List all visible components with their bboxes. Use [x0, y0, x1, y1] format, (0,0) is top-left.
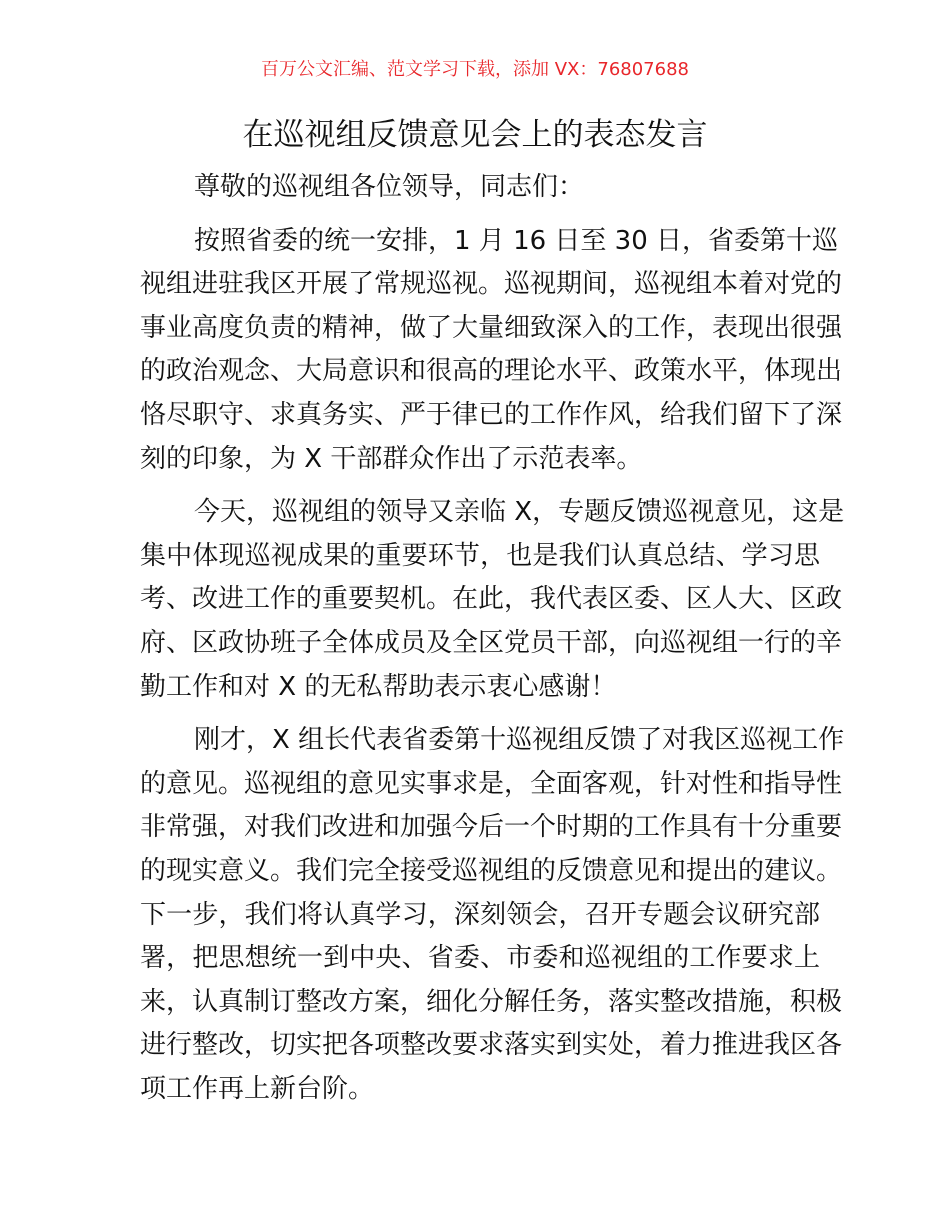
- paragraph-line: 的意见。巡视组的意见实事求是，全面客观，针对性和指导性: [140, 768, 843, 799]
- document-body: [140, 166, 845, 1121]
- paragraph-line: 刻的印象，为 X 干部群众作出了示范表率。: [140, 443, 643, 474]
- paragraph-line: 项工作再上新台阶。: [140, 1073, 375, 1104]
- paragraph-line: 来，认真制订整改方案，细化分解任务，落实整改措施，积极: [140, 986, 843, 1017]
- greeting: 尊敬的巡视组各位领导，同志们：: [194, 172, 585, 202]
- paragraph-line: 集中体现巡视成果的重要环节，也是我们认真总结、学习思: [140, 540, 820, 571]
- paragraph-line: 刚才，X 组长代表省委第十巡视组反馈了对我区巡视工作: [194, 725, 845, 756]
- paragraph-line: 非常强，对我们改进和加强今后一个时期的工作具有十分重要: [140, 812, 843, 843]
- paragraph-line: 进行整改，切实把各项整改要求落实到实处，着力推进我区各: [140, 1030, 843, 1061]
- paragraph-line: 府、区政协班子全体成员及全区党员干部，向巡视组一行的辛: [140, 627, 843, 658]
- paragraph-line: 事业高度负责的精神，做了大量细致深入的工作，表现出很强: [140, 312, 843, 343]
- document-title: 在巡视组反馈意见会上的表态发言: [242, 117, 708, 153]
- paragraph-line: 今天，巡视组的领导又亲临 X，专题反馈巡视意见，这是: [194, 497, 845, 528]
- watermark-header: 百万公文汇编、范文学习下载，添加 VX：76807688: [261, 59, 689, 80]
- paragraph: [140, 491, 845, 709]
- paragraph-line: 的政治观念、大局意识和很高的理论水平、政策水平，体现出: [140, 356, 843, 387]
- paragraph-line: 按照省委的统一安排，1 月 16 日至 30 日，省委第十巡: [194, 225, 839, 256]
- paragraph-line: 恪尽职守、求真务实、严于律已的工作作风，给我们留下了深: [140, 399, 843, 430]
- paragraph-line: 的现实意义。我们完全接受巡视组的反馈意见和提出的建议。: [140, 855, 843, 886]
- paragraph-line: 考、改进工作的重要契机。在此，我代表区委、区人大、区政: [140, 584, 843, 615]
- paragraph-line: 视组进驻我区开展了常规巡视。巡视期间，巡视组本着对党的: [140, 269, 843, 300]
- paragraph-line: 署，把思想统一到中央、省委、市委和巡视组的工作要求上: [140, 943, 820, 974]
- paragraph: [140, 220, 843, 482]
- paragraph: [140, 719, 845, 1111]
- paragraph-line: 下一步，我们将认真学习，深刻领会，召开专题会议研究部: [140, 899, 820, 930]
- paragraph-line: 勤工作和对 X 的无私帮助表示衷心感谢！: [140, 671, 617, 702]
